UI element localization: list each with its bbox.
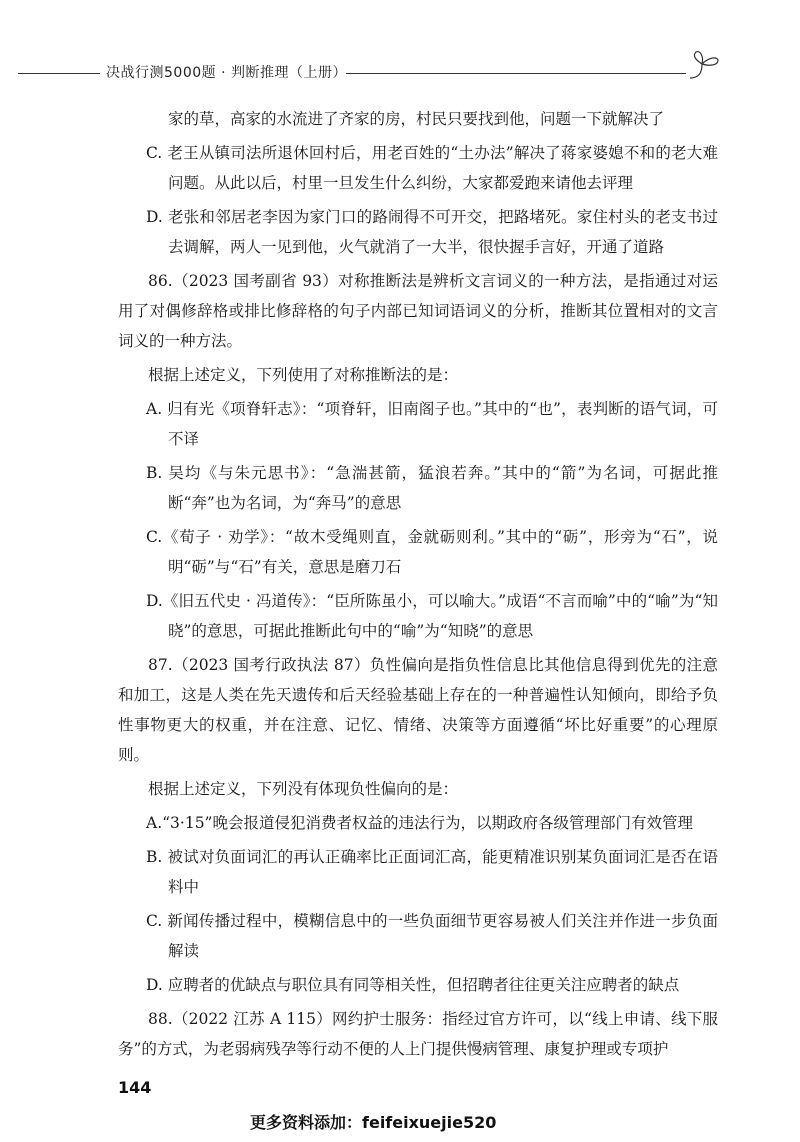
option-paragraph: D.《旧五代史 · 冯道传》：“臣所陈虽小，可以喻大。”成语“不言而喻”中的“喻”为“知晓”的意思，可据此推断此句中的“喻”为“知晓”的意思 <box>146 592 718 640</box>
header-rule-left <box>18 73 100 74</box>
option-paragraph: C. 新闻传播过程中，模糊信息中的一些负面细节更容易被人们关注并作进一步负面解读 <box>146 912 718 960</box>
question-stem: 根据上述定义，下列使用了对称推断法的是： <box>148 366 459 384</box>
question-paragraph: 86.（2023 国考副省 93）对称推断法是辨析文言词义的一种方法，是指通过对运用了对偶修辞格或排比修辞格的句子内部已知词语词义的分析，推断其位置相对的文言词义的一种方法。 <box>118 272 718 350</box>
option-paragraph: C.《荀子 · 劝学》：“故木受绳则直，金就砺则利。”其中的“砺”，形旁为“石”，说明“砺”与“石”有关，意思是磨刀石 <box>146 528 718 576</box>
continuation-paragraph: 家的草，高家的水流进了齐家的房，村民只要找到他，问题一下就解决了 <box>168 110 665 128</box>
page-body <box>118 104 718 1068</box>
question-paragraph: 87.（2023 国考行政执法 87）负性偏向是指负性信息比其他信息得到优先的注意和加工，这是人类在先天遗传和后天经验基础上存在的一种普遍性认知倾向，即给予负性事物更大的权重，并在注意、记忆、情绪、决策等方面遵循“坏比好重要”的心理原则。 <box>118 656 718 764</box>
question-paragraph: 88.（2022 江苏 A 115）网约护士服务：指经过官方许可，以“线上申请、线下服务”的方式，为老弱病残孕等行动不便的人上门提供慢病管理、康复护理或专项护 <box>118 1010 718 1058</box>
page-number: 144 <box>118 1078 152 1097</box>
running-header <box>0 58 800 88</box>
book-title: 决战行测5000题 · 判断推理（上册） <box>106 65 347 81</box>
option-paragraph: B. 吴均《与朱元思书》：“急湍甚箭，猛浪若奔。”其中的“箭”为名词，可据此推断“奔”也为名词，为“奔马”的意思 <box>146 464 718 512</box>
option-paragraph: A.“3·15”晚会报道侵犯消费者权益的违法行为，以期政府各级管理部门有效管理 <box>146 814 693 832</box>
option-paragraph: D. 老张和邻居老李因为家门口的路闹得不可开交，把路堵死。家住村头的老支书过去调解，两人一见到他，火气就消了一大半，很快握手言好，开通了道路 <box>146 208 718 256</box>
sprout-ornament-icon <box>684 48 724 82</box>
option-paragraph: C. 老王从镇司法所退休回村后，用老百姓的“土办法”解决了蒋家婆媳不和的老大难问题。从此以后，村里一旦发生什么纠纷，大家都爱跑来请他去评理 <box>146 144 718 192</box>
watermark-text: 更多资料添加：feifeixuejie520 <box>250 1113 497 1132</box>
option-paragraph: B. 被试对负面词汇的再认正确率比正面词汇高，能更精准识别某负面词汇是否在语料中 <box>146 848 718 896</box>
option-paragraph: A. 归有光《项脊轩志》：“项脊轩，旧南阁子也。”其中的“也”，表判断的语气词，可不译 <box>146 400 718 448</box>
option-paragraph: D. 应聘者的优缺点与职位具有同等相关性，但招聘者往往更关注应聘者的缺点 <box>146 976 680 994</box>
header-rule-right <box>346 73 686 74</box>
question-stem: 根据上述定义，下列没有体现负性偏向的是： <box>148 780 459 798</box>
